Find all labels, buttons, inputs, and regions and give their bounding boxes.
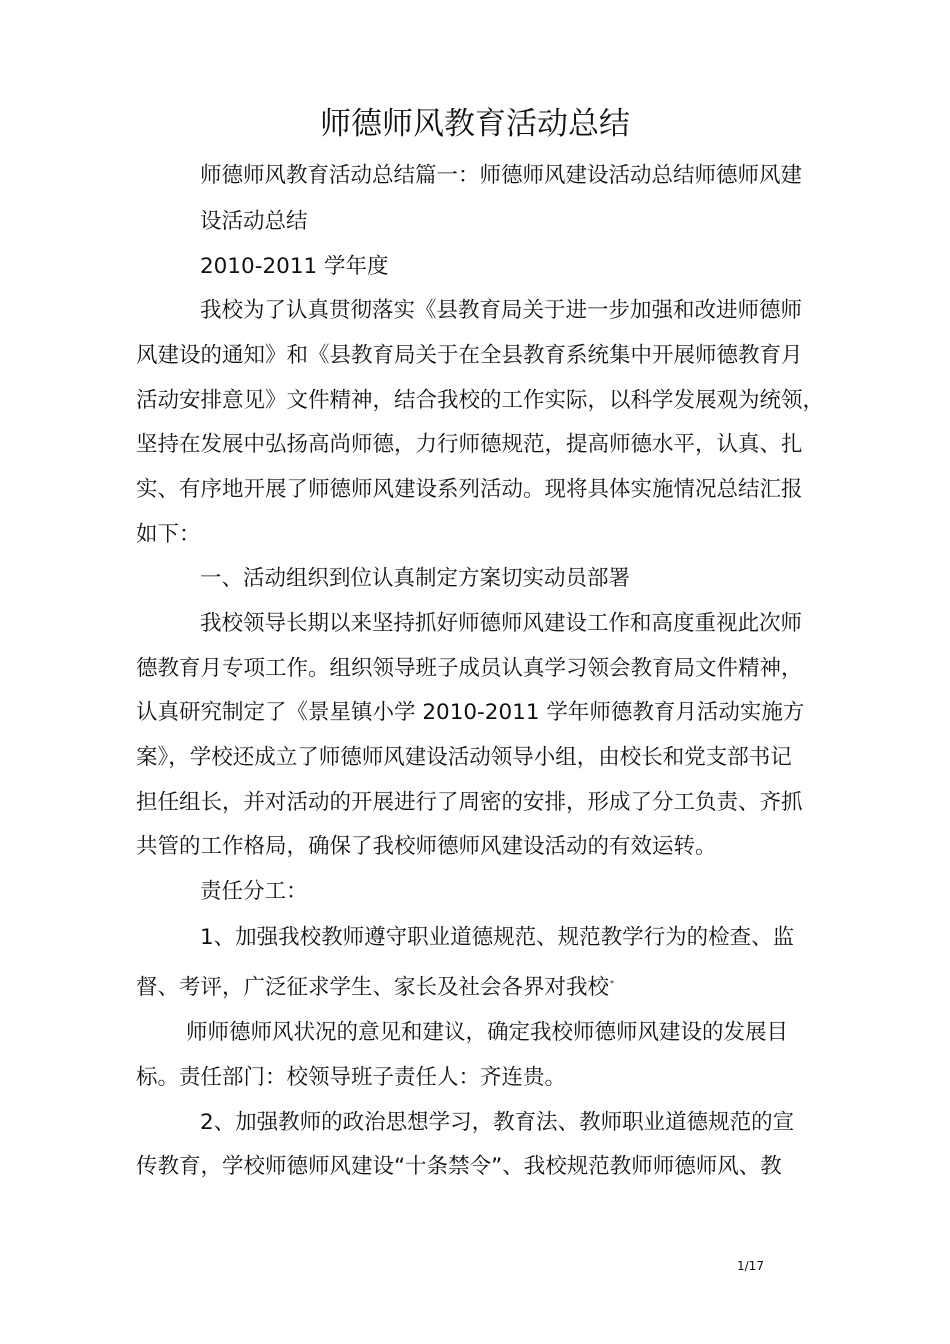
text-line: 2、加强教师的政治思想学习，教育法、教师职业道德规范的宣 (200, 1110, 795, 1135)
text-line: 1、加强我校教师遵守职业道德规范、规范教学行为的检查、监 (200, 925, 795, 950)
text-line: 坚持在发展中弘扬高尚师德，力行师德规范，提高师德水平，认真、扎 (136, 432, 803, 457)
text-line: 德教育月专项工作。组织领导班子成员认真学习领会教育局文件精神， (136, 656, 803, 681)
text-line (136, 970, 614, 1002)
text-line: 认真研究制定了《景星镇小学 2010-2011 学年师德教育月活动实施方 (136, 700, 805, 725)
text-line: 如下： (136, 522, 201, 547)
text-line: 风建设的通知》和《县教育局关于在全县教育系统集中开展师德教育月 (136, 343, 803, 368)
text-line-content: 督、考评，广泛征求学生、家长及社会各界对我校 (136, 975, 610, 1001)
text-line: 传教育，学校师德师风建设“十条禁令”、我校规范教师师德师风、教 (136, 1154, 782, 1179)
text-line: 师德师风教育活动总结篇一：师德师风建设活动总结师德师风建 (200, 163, 803, 188)
page-number: 1/17 (737, 1259, 764, 1273)
text-line: 责任分工： (200, 879, 308, 904)
text-line: 担任组长，并对活动的开展进行了周密的安排，形成了分工负责、齐抓 (136, 790, 803, 815)
stray-dot: * (610, 979, 615, 988)
text-line: 2010-2011 学年度 (200, 254, 389, 279)
text-line: 共管的工作格局，确保了我校师德师风建设活动的有效运转。 (136, 834, 717, 859)
text-line: 设活动总结 (200, 209, 308, 234)
text-line: 活动安排意见》文件精神，结合我校的工作实际，以科学发展观为统领， (136, 388, 825, 413)
text-line: 我校领导长期以来坚持抓好师德师风建设工作和高度重视此次师 (200, 611, 803, 636)
section-heading: 一、活动组织到位认真制定方案切实动员部署 (200, 566, 631, 591)
text-line: 标。责任部门：校领导班子责任人：齐连贵。 (136, 1065, 567, 1090)
text-line: 师师德师风状况的意见和建议，确定我校师德师风建设的发展目 (186, 1020, 789, 1045)
text-line: 实、有序地开展了师德师风建设系列活动。现将具体实施情况总结汇报 (136, 477, 803, 502)
document-title: 师德师风教育活动总结 (320, 106, 630, 142)
text-line: 案》，学校还成立了师德师风建设活动领导小组，由校长和党支部书记 (136, 745, 792, 770)
text-line: 我校为了认真贯彻落实《县教育局关于进一步加强和改进师德师 (200, 298, 803, 323)
